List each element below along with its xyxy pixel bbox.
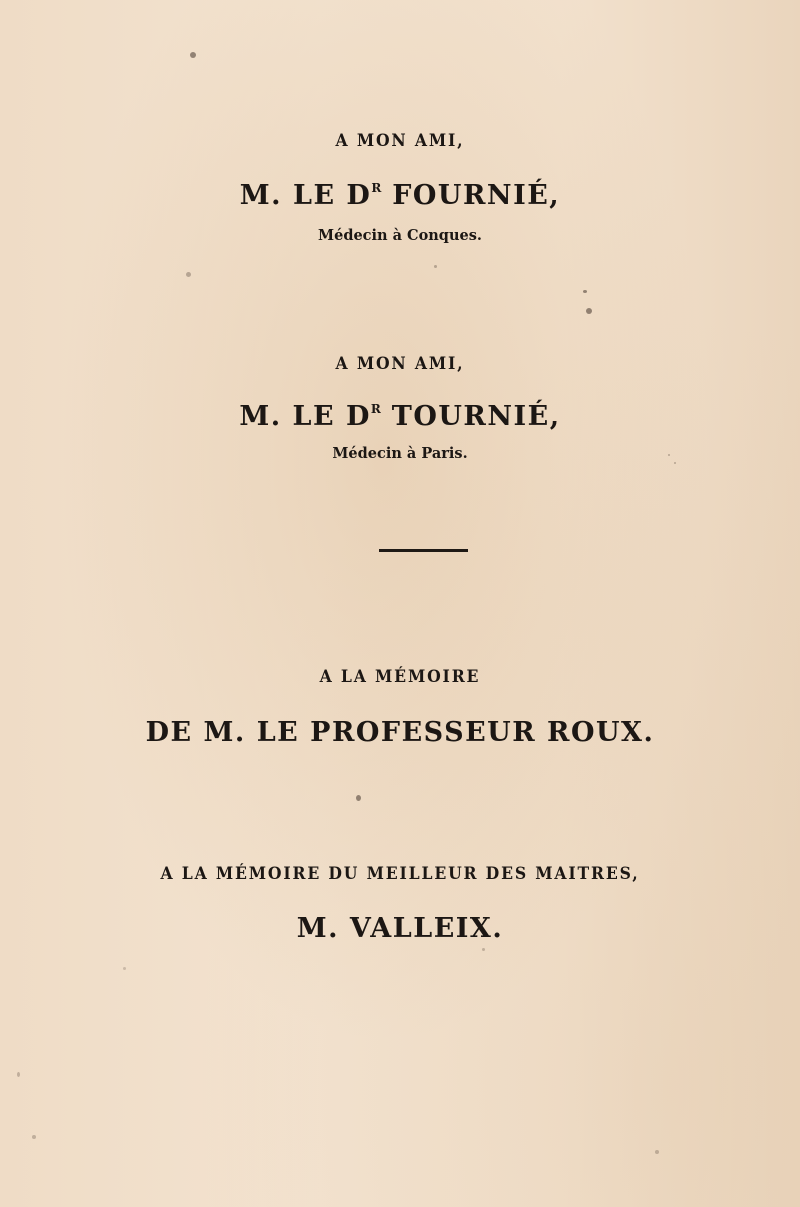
dedication-1-detail: Médecin à Conques. <box>318 227 482 244</box>
dedication-1-name <box>0 180 800 211</box>
dedication-4-heading: A LA MÉMOIRE DU MEILLEUR DES MAITRES, <box>160 864 640 884</box>
dedication-2-name <box>0 401 800 432</box>
dedication-3-name: DE M. LE PROFESSEUR ROUX. <box>145 717 655 748</box>
separator-rule <box>379 549 468 552</box>
dedication-3-heading: A LA MÉMOIRE <box>319 667 481 687</box>
dedication-2-name-prefix: M. LE D <box>239 401 371 432</box>
dedication-2-name-suffix: TOURNIÉ, <box>380 401 561 432</box>
dedication-2-name-superscript: R <box>370 402 381 416</box>
dedication-1-name-superscript: R <box>371 181 382 195</box>
dedication-1-heading: A MON AMI, <box>335 131 465 151</box>
dedication-4-name: M. VALLEIX. <box>296 913 504 944</box>
dedication-2-heading: A MON AMI, <box>335 354 465 374</box>
dedication-1-name-suffix: FOURNIÉ, <box>381 180 561 211</box>
dedication-1-name-prefix: M. LE D <box>239 180 372 211</box>
dedication-2-detail: Médecin à Paris. <box>332 445 468 462</box>
